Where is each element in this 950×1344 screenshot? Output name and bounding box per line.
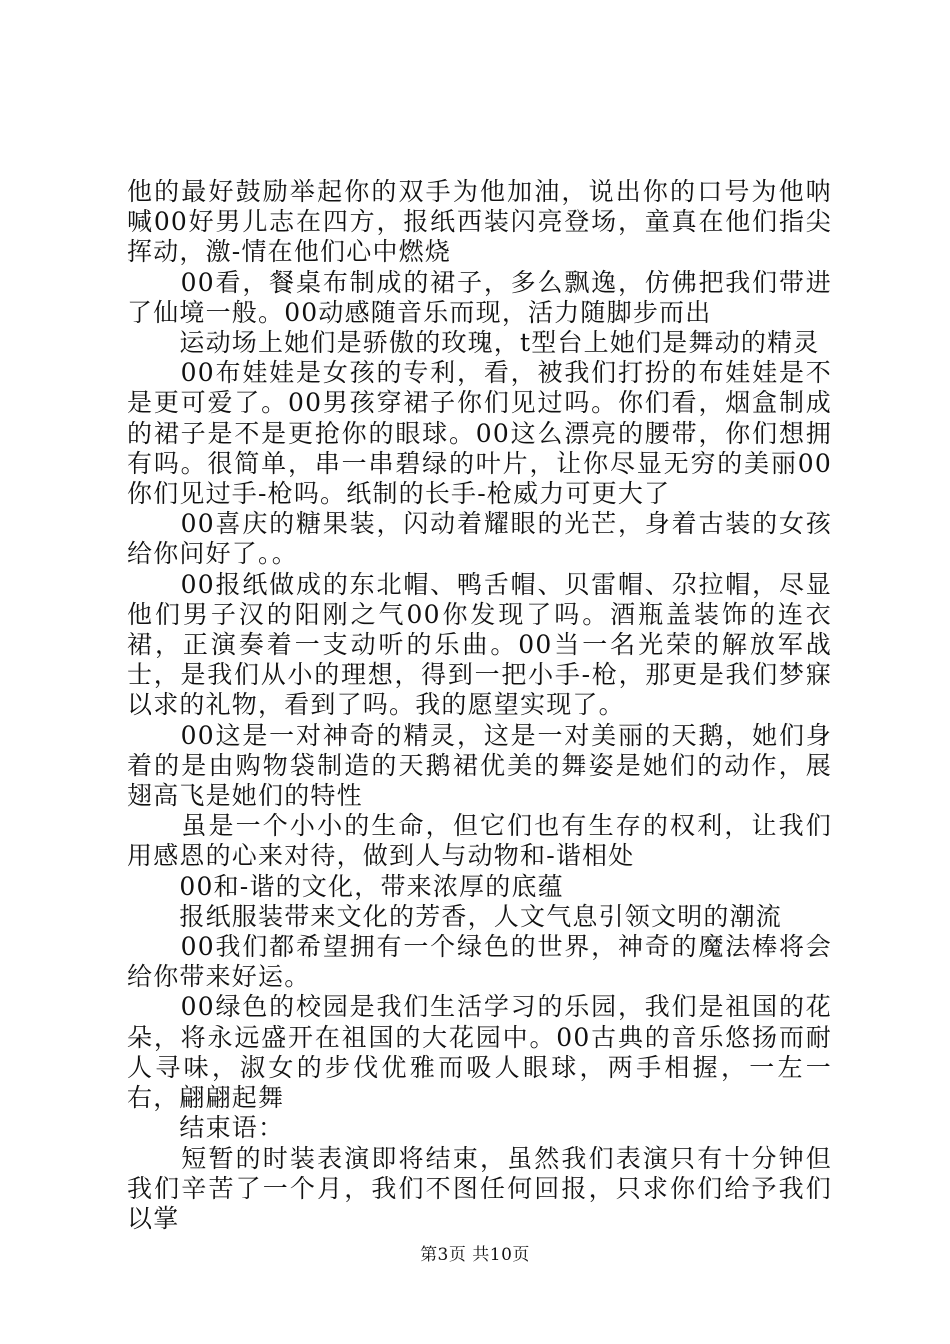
paragraph-9: 00和-谐的文化，带来浓厚的底蕴 bbox=[127, 871, 564, 901]
paragraph-13: 结束语： bbox=[127, 1113, 285, 1143]
paragraph-7: 00这是一对神奇的精灵，这是一对美丽的天鹅，她们身着的是由购物袋制造的天鹅裙优美的舞姿是她们的动作，展翅高飞是她们的特性 bbox=[127, 720, 832, 811]
document-body bbox=[127, 177, 832, 1234]
paragraph-4: 00布娃娃是女孩的专利，看，被我们打扮的布娃娃是不是更可爱了。00男孩穿裙子你们见过吗。你们看，烟盒制成的裙子是不是更抢你的眼球。00这么漂亮的腰带，你们想拥有吗。很简单，串一串碧绿的叶片，让你尽显无穷的美丽00你们见过手-枪吗。纸制的长手-枪威力可更大了 bbox=[127, 358, 832, 509]
paragraph-10: 报纸服装带来文化的芳香，人文气息引领文明的潮流 bbox=[127, 901, 783, 931]
paragraph-8: 虽是一个小小的生命，但它们也有生存的权利，让我们用感恩的心来对待，做到人与动物和-谐相处 bbox=[127, 811, 832, 871]
paragraph-5: 00喜庆的糖果装，闪动着耀眼的光芒，身着古装的女孩给你问好了。。 bbox=[127, 509, 832, 569]
paragraph-6: 00报纸做成的东北帽、鸭舌帽、贝雷帽、尕拉帽，尽显他们男子汉的阳刚之气00你发现了吗。酒瓶盖装饰的连衣裙，正演奏着一支动听的乐曲。00当一名光荣的解放军战士，是我们从小的理想，得到一把小手-枪，那更是我们梦寐以求的礼物，看到了吗。我的愿望实现了。 bbox=[127, 569, 832, 720]
page-number-footer: 第3页 共10页 bbox=[420, 1245, 530, 1265]
paragraph-1: 他的最好鼓励举起你的双手为他加油，说出你的口号为他呐喊00好男儿志在四方，报纸西装闪亮登场，童真在他们指尖挥动，激-情在他们心中燃烧 bbox=[127, 177, 832, 267]
paragraph-11: 00我们都希望拥有一个绿色的世界，神奇的魔法棒将会给你带来好运。 bbox=[127, 932, 832, 992]
paragraph-3: 运动场上她们是骄傲的玫瑰，t型台上她们是舞动的精灵 bbox=[127, 328, 820, 358]
paragraph-2: 00看，餐桌布制成的裙子，多么飘逸，仿佛把我们带进了仙境一般。00动感随音乐而现，活力随脚步而出 bbox=[127, 267, 832, 327]
paragraph-12: 00绿色的校园是我们生活学习的乐园，我们是祖国的花朵，将永远盛开在祖国的大花园中。00古典的音乐悠扬而耐人寻味，淑女的步伐优雅而吸人眼球，两手相握，一左一右，翩翩起舞 bbox=[127, 992, 832, 1113]
paragraph-14: 短暂的时装表演即将结束，虽然我们表演只有十分钟但我们辛苦了一个月，我们不图任何回报，只求你们给予我们以掌 bbox=[127, 1143, 832, 1233]
